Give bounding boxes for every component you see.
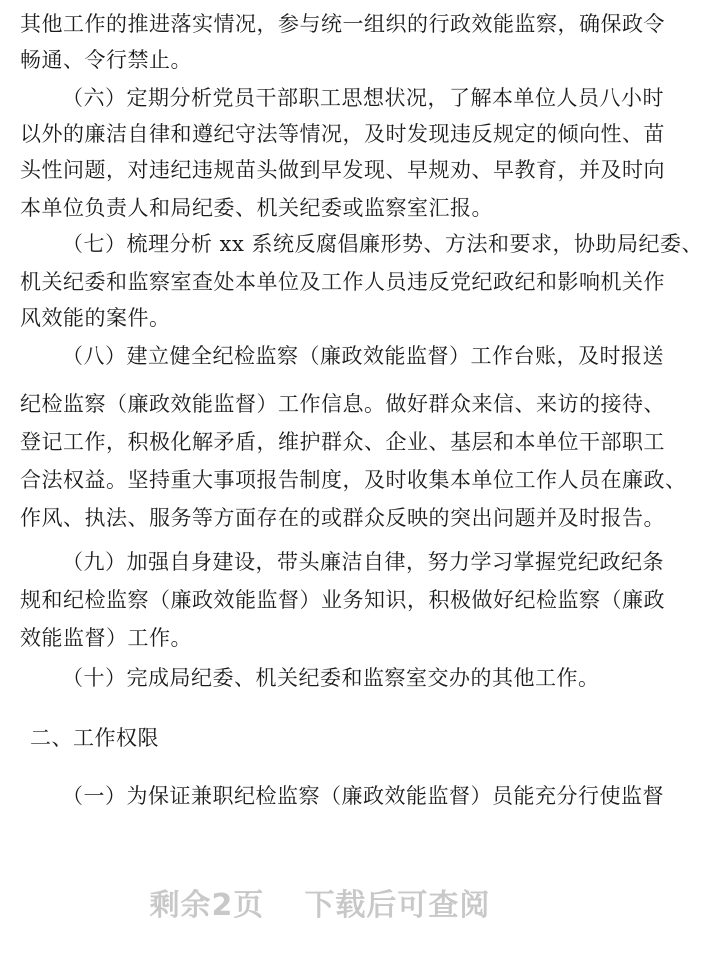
text-line: 作风、执法、服务等方面存在的或群众反映的突出问题并及时报告。 [20,506,665,530]
text-line: 效能监督）工作。 [20,626,192,650]
text-line: （一）为保证兼职纪检监察（廉政效能监督）员能充分行使监督 [62,784,664,808]
text-line: （九）加强自身建设，带头廉洁自律，努力学习掌握党纪政纪条 [62,550,664,574]
text-line: 头性问题，对违纪违规苗头做到早发现、早规劝、早教育，并及时向 [20,158,665,182]
text-line: 机关纪委和监察室查处本单位及工作人员违反党纪政纪和影响机关作 [20,270,665,294]
text-line: （八）建立健全纪检监察（廉政效能监督）工作台账，及时报送 [62,344,664,368]
text-line: 畅通、令行禁止。 [20,48,192,72]
text-line: （六）定期分析党员干部职工思想状况，了解本单位人员八小时 [62,86,664,110]
text-line: 以外的廉洁自律和遵纪守法等情况，及时发现违反规定的倾向性、苗 [20,122,665,146]
text-line: 合法权益。坚持重大事项报告制度，及时收集本单位工作人员在廉政、 [20,468,687,492]
section-heading: 二、工作权限 [30,726,159,750]
remaining-pages-label: 剩余2页 [149,888,265,923]
text-line: 本单位负责人和局纪委、机关纪委或监察室汇报。 [20,196,493,220]
download-prompt-banner[interactable] [0,872,640,932]
text-line: 纪检监察（廉政效能监督）工作信息。做好群众来信、来访的接待、 [20,392,665,416]
text-line: 风效能的案件。 [20,306,171,330]
text-line: （十）完成局纪委、机关纪委和监察室交办的其他工作。 [62,666,600,690]
download-prompt-label: 下载后可查阅 [304,888,491,923]
text-line: 其他工作的推进落实情况，参与统一组织的行政效能监察，确保政令 [20,12,665,36]
text-line: （七）梳理分析 xx 系统反腐倡廉形势、方法和要求，协助局纪委、 [62,232,703,256]
text-line: 规和纪检监察（廉政效能监督）业务知识，积极做好纪检监察（廉政 [20,588,665,612]
text-line: 登记工作，积极化解矛盾，维护群众、企业、基层和本单位干部职工 [20,430,665,454]
